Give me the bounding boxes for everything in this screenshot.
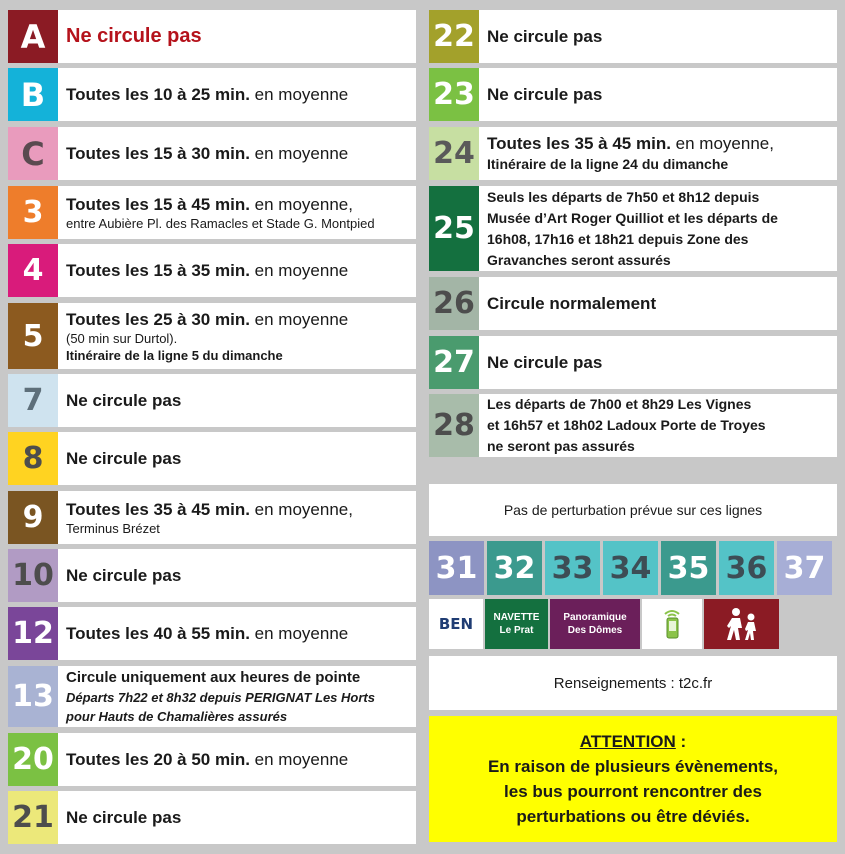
line-status-20 — [58, 733, 416, 786]
line-badge-22: 22 — [429, 10, 479, 63]
pedestrian-school-icon — [704, 599, 779, 649]
service-detail: ne seront pas assurés — [487, 438, 635, 454]
line-row-4 — [8, 244, 416, 297]
line-chip-32: 32 — [487, 541, 542, 595]
line-row-27 — [429, 336, 837, 389]
line-row-13 — [8, 666, 416, 727]
status-text: Ne circule pas — [487, 85, 603, 104]
line-badge-3: 3 — [8, 186, 58, 239]
attention-notice — [429, 716, 837, 842]
line-chip-37: 37 — [777, 541, 832, 595]
line-status-25 — [479, 186, 837, 271]
line-row-3 — [8, 186, 416, 239]
frequency-suffix: en moyenne, — [249, 499, 353, 519]
line-status-27 — [479, 336, 837, 389]
line-row-20 — [8, 733, 416, 786]
line-row-5 — [8, 303, 416, 369]
line-row-22 — [429, 10, 837, 63]
line-badge-26: 26 — [429, 277, 479, 330]
frequency-suffix: en moyenne — [249, 261, 349, 280]
route-variant: Itinéraire de la ligne 5 du dimanche — [66, 347, 283, 363]
route-variant: Itinéraire de la ligne 24 du dimanche — [487, 155, 729, 172]
attention-line: perturbations ou être déviés. — [516, 807, 750, 826]
service-detail: Les départs de 7h00 et 8h29 Les Vignes — [487, 396, 752, 412]
line-status-24 — [479, 127, 837, 180]
on-demand-phone-icon — [642, 599, 702, 649]
route-note: entre Aubière Pl. des Ramacles et Stade G. Montpied — [66, 215, 375, 231]
status-text: Ne circule pas — [66, 566, 182, 585]
attention-colon: : — [675, 732, 687, 751]
frequency-suffix: en moyenne, — [670, 133, 774, 153]
line-row-9 — [8, 491, 416, 544]
frequency-suffix: en moyenne — [249, 309, 349, 329]
line-badge-12: 12 — [8, 607, 58, 660]
line-status-8 — [58, 432, 416, 485]
line-status-4 — [58, 244, 416, 297]
special-services — [429, 599, 837, 649]
no-disruption-heading — [429, 484, 837, 536]
line-badge-9: 9 — [8, 491, 58, 544]
line-status-26 — [479, 277, 837, 330]
line-badge-21: 21 — [8, 791, 58, 844]
frequency-suffix: en moyenne, — [249, 194, 353, 214]
line-row-12 — [8, 607, 416, 660]
frequency-text: Toutes les 20 à 50 min. — [66, 750, 250, 769]
route-note: Terminus Brézet — [66, 520, 160, 536]
frequency-text: Toutes les 15 à 45 min. — [66, 194, 250, 214]
line-badge-23: 23 — [429, 68, 479, 121]
line-chip-36: 36 — [719, 541, 774, 595]
panoramique-des-domes — [550, 599, 640, 649]
status-text: Ne circule pas — [66, 808, 182, 827]
line-row-8 — [8, 432, 416, 485]
line-badge-A: A — [8, 10, 58, 63]
line-row-28 — [429, 394, 837, 457]
service-detail: Musée d’Art Roger Quilliot et les départs de — [487, 209, 778, 226]
line-badge-25: 25 — [429, 186, 479, 271]
line-badge-13: 13 — [8, 666, 58, 727]
line-status-28 — [479, 394, 837, 457]
line-badge-8: 8 — [8, 432, 58, 485]
frequency-text: Toutes les 10 à 25 min. — [66, 85, 250, 104]
frequency-text: Toutes les 25 à 30 min. — [66, 309, 250, 329]
line-chip-34: 34 — [603, 541, 658, 595]
status-text: Ne circule pas — [66, 25, 202, 47]
line-badge-27: 27 — [429, 336, 479, 389]
line-chip-33: 33 — [545, 541, 600, 595]
attention-line: En raison de plusieurs évènements, — [487, 757, 779, 776]
frequency-text: Toutes les 40 à 55 min. — [66, 624, 250, 643]
line-row-26 — [429, 277, 837, 330]
line-badge-C: C — [8, 127, 58, 180]
unaffected-lines — [429, 541, 837, 595]
service-title: Circule uniquement aux heures de pointe — [66, 669, 361, 686]
navette-sub: Le Prat — [499, 625, 534, 636]
line-row-C — [8, 127, 416, 180]
line-status-5 — [58, 303, 416, 369]
line-status-21 — [58, 791, 416, 844]
line-status-22 — [479, 10, 837, 63]
attention-title: ATTENTION — [579, 732, 676, 751]
line-status-9 — [58, 491, 416, 544]
line-status-3 — [58, 186, 416, 239]
line-badge-4: 4 — [8, 244, 58, 297]
frequency-suffix: en moyenne — [249, 750, 349, 769]
service-detail: et 16h57 et 18h02 Ladoux Porte de Troyes — [487, 417, 766, 433]
service-detail: 16h08, 17h16 et 18h21 depuis Zone des — [487, 230, 749, 247]
frequency-suffix: en moyenne — [249, 144, 349, 163]
info-text[interactable]: Renseignements : t2c.fr — [553, 674, 713, 692]
frequency-suffix: en moyenne — [249, 85, 349, 104]
no-disruption-text: Pas de perturbation prévue sur ces lignes — [503, 502, 763, 518]
panoramique-sub: Des Dômes — [567, 625, 623, 636]
service-detail: Départs 7h22 et 8h32 depuis PERIGNAT Les Horts — [66, 690, 375, 705]
line-row-24 — [429, 127, 837, 180]
line-row-10 — [8, 549, 416, 602]
attention-line: les bus pourront rencontrer des — [504, 782, 762, 801]
line-chip-35: 35 — [661, 541, 716, 595]
service-detail: Seuls les départs de 7h50 et 8h12 depuis — [487, 188, 760, 205]
panoramique-label: Panoramique — [563, 612, 627, 623]
frequency-suffix: en moyenne — [249, 624, 349, 643]
line-status-13 — [58, 666, 416, 727]
route-note: (50 min sur Durtol). — [66, 330, 178, 346]
line-row-7 — [8, 374, 416, 427]
frequency-text: Toutes les 15 à 35 min. — [66, 261, 250, 280]
line-badge-B: B — [8, 68, 58, 121]
line-badge-10: 10 — [8, 549, 58, 602]
frequency-text: Toutes les 35 à 45 min. — [487, 133, 671, 153]
status-text: Circule normalement — [487, 294, 657, 313]
service-detail: Gravanches seront assurés — [487, 251, 671, 268]
line-status-B — [58, 68, 416, 121]
line-chip-31: 31 — [429, 541, 484, 595]
line-status-7 — [58, 374, 416, 427]
line-row-25 — [429, 186, 837, 271]
line-status-10 — [58, 549, 416, 602]
status-text: Ne circule pas — [66, 391, 182, 410]
line-status-23 — [479, 68, 837, 121]
ben-logo: BEN — [429, 599, 483, 649]
navette-le-prat — [485, 599, 548, 649]
frequency-text: Toutes les 35 à 45 min. — [66, 499, 250, 519]
line-row-A — [8, 10, 416, 63]
frequency-text: Toutes les 15 à 30 min. — [66, 144, 250, 163]
attention-heading — [580, 729, 686, 754]
info-banner — [429, 656, 837, 710]
line-row-23 — [429, 68, 837, 121]
line-badge-28: 28 — [429, 394, 479, 457]
navette-label: NAVETTE — [493, 612, 540, 623]
status-text: Ne circule pas — [66, 449, 182, 468]
service-detail: pour Hauts de Chamalières assurés — [66, 709, 288, 724]
line-badge-24: 24 — [429, 127, 479, 180]
status-text: Ne circule pas — [487, 27, 603, 46]
status-text: Ne circule pas — [487, 353, 603, 372]
line-badge-5: 5 — [8, 303, 58, 369]
line-status-12 — [58, 607, 416, 660]
line-badge-7: 7 — [8, 374, 58, 427]
line-row-B — [8, 68, 416, 121]
line-status-A — [58, 10, 416, 63]
line-row-21 — [8, 791, 416, 844]
line-status-C — [58, 127, 416, 180]
line-badge-20: 20 — [8, 733, 58, 786]
